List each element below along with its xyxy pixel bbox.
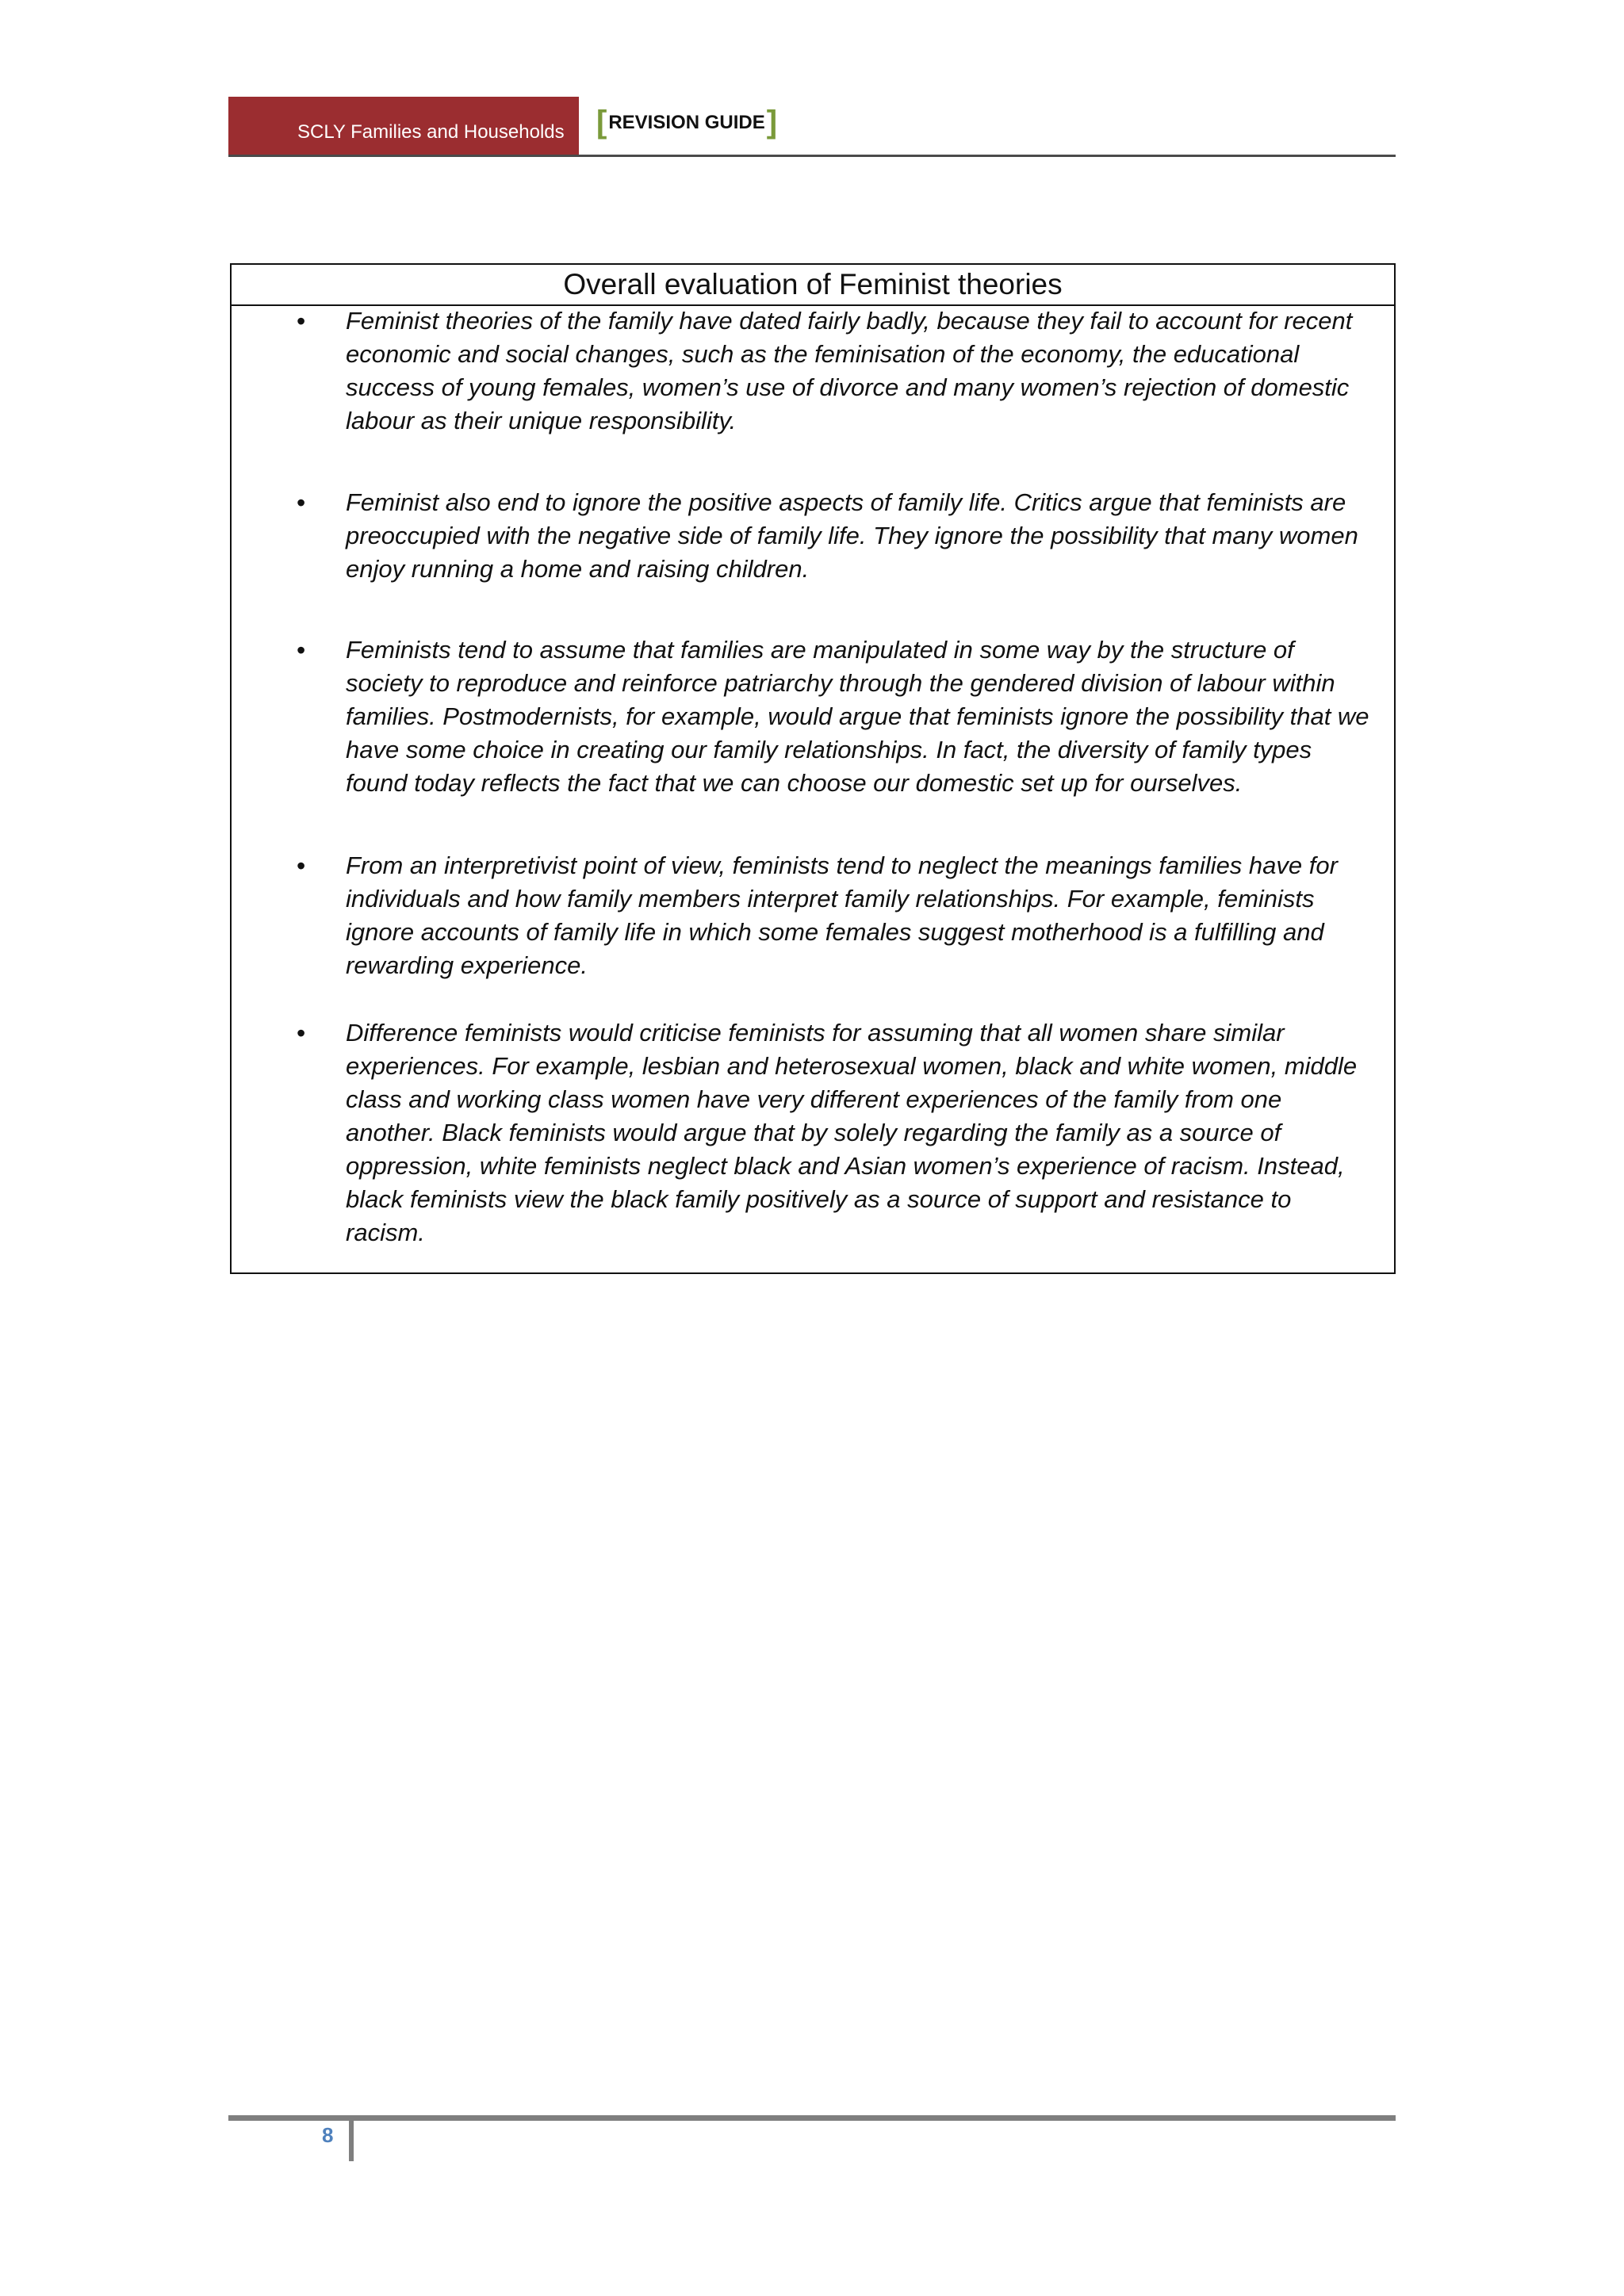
bracket-open: [	[596, 105, 607, 140]
section-title: SCLY Families and Households	[297, 121, 565, 143]
page-header	[228, 97, 1396, 157]
evaluation-item-text: Difference feminists would criticise feminists for assuming that all women share similar experiences. For example, lesbian and heterosexual women, black and white women, middle class and working class women have very different experiences of the family from one another. Black feminists would argue that by solely regarding the family as a source of oppression, white feminists neglect black and Asian women’s experience of racism. Instead, black feminists view the black family positively as a source of support and resistance to racism.	[346, 1019, 1358, 1246]
evaluation-box	[230, 263, 1396, 1274]
footer-separator	[349, 2118, 354, 2161]
evaluation-item-text: Feminists tend to assume that families are manipulated in some way by the structure of society to reproduce and reinforce patriarchy through the gendered division of labour within families. Postmodernists, for example, would argue that feminists ignore the possibility that we have some choice in creating our family relationships. In fact, the diversity of family types found today reflects the fact that we can choose our domestic set up for ourselves.	[346, 636, 1369, 797]
evaluation-title: Overall evaluation of Feminist theories	[232, 265, 1394, 306]
bullet-icon: •	[297, 488, 306, 517]
page-number: 8	[322, 2123, 334, 2147]
bullet-icon: •	[297, 636, 306, 664]
evaluation-item-text: From an interpretivist point of view, feminists tend to neglect the meanings families have for individuals and how family members interpret family relationships. For example, feminists ignore accounts of family life in which some females suggest motherhood is a fulfilling and rewarding experience.	[346, 851, 1338, 979]
bullet-icon: •	[297, 851, 306, 880]
bullet-icon: •	[297, 1019, 306, 1047]
bullet-icon: •	[297, 307, 306, 335]
evaluation-item-text: Feminist also end to ignore the positive aspects of family life. Critics argue that feminists are preoccupied with the negative side of family life. They ignore the possibility that many women enjoy running a home and raising children.	[346, 488, 1358, 583]
footer-rule	[228, 2115, 1396, 2121]
bracket-close: ]	[766, 105, 778, 140]
section-title-tab	[228, 97, 579, 155]
evaluation-item-text: Feminist theories of the family have dated fairly badly, because they fail to account for recent economic and social changes, such as the feminisation of the economy, the educational success of young females, women’s use of divorce and many women’s rejection of domestic labour as their unique responsibility.	[346, 307, 1353, 434]
guide-label-text: REVISION GUIDE	[608, 112, 765, 133]
revision-guide-label	[596, 105, 777, 140]
